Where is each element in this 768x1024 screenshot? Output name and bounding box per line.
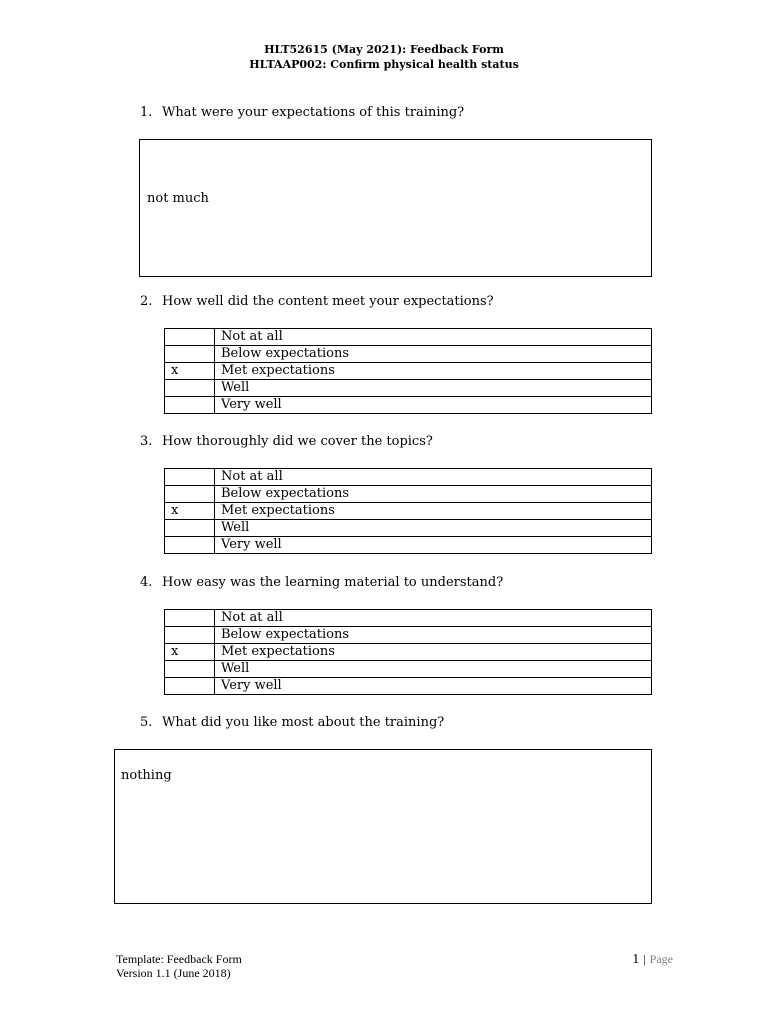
footer-template-info: [116, 952, 242, 980]
rating-mark-cell[interactable]: [165, 627, 215, 644]
table-row: [165, 469, 652, 486]
question-4-text: How easy was the learning material to understand?: [162, 575, 504, 590]
page-separator: |: [643, 952, 646, 966]
rating-option-label: Not at all: [215, 610, 652, 627]
rating-mark-cell[interactable]: [165, 346, 215, 363]
header-title-line2: HLTAAP002: Confirm physical health status: [249, 58, 519, 71]
rating-option-label: Very well: [215, 397, 652, 414]
document-header: [0, 42, 768, 72]
question-4-rating-table: [164, 609, 652, 695]
table-row: [165, 520, 652, 537]
rating-mark-cell[interactable]: [165, 661, 215, 678]
question-5-answer-box[interactable]: [114, 749, 652, 904]
rating-option-label: Well: [215, 661, 652, 678]
table-row: [165, 397, 652, 414]
rating-option-label: Below expectations: [215, 627, 652, 644]
question-5: [140, 715, 444, 731]
rating-mark-cell[interactable]: [165, 610, 215, 627]
question-3-text: How thoroughly did we cover the topics?: [162, 434, 433, 449]
rating-option-label: Below expectations: [215, 346, 652, 363]
table-row: [165, 329, 652, 346]
question-4: [140, 575, 503, 591]
rating-option-label: Very well: [215, 678, 652, 695]
table-row: [165, 644, 652, 661]
question-3-number: 3.: [140, 434, 153, 449]
table-row: [165, 503, 652, 520]
rating-mark-cell[interactable]: [165, 397, 215, 414]
table-row: [165, 346, 652, 363]
rating-mark-cell[interactable]: [165, 469, 215, 486]
table-row: [165, 380, 652, 397]
header-title-line1: HLT52615 (May 2021): Feedback Form: [264, 43, 504, 56]
page-label: Page: [649, 952, 673, 966]
question-1: [140, 105, 464, 121]
footer-template-name: Template: Feedback Form: [116, 952, 242, 966]
rating-option-label: Not at all: [215, 469, 652, 486]
rating-option-label: Very well: [215, 537, 652, 554]
question-2-number: 2.: [140, 294, 153, 309]
page-number: 1: [632, 952, 640, 967]
rating-mark-cell[interactable]: x: [165, 503, 215, 520]
table-row: [165, 610, 652, 627]
question-5-answer: nothing: [121, 768, 172, 783]
rating-option-label: Met expectations: [215, 363, 652, 380]
table-row: [165, 486, 652, 503]
question-3-rating-table: [164, 468, 652, 554]
table-row: [165, 661, 652, 678]
rating-mark-cell[interactable]: [165, 486, 215, 503]
question-2-rating-table: [164, 328, 652, 414]
rating-option-label: Met expectations: [215, 503, 652, 520]
question-2: [140, 294, 494, 310]
rating-mark-cell[interactable]: [165, 678, 215, 695]
rating-option-label: Not at all: [215, 329, 652, 346]
rating-mark-cell[interactable]: [165, 380, 215, 397]
rating-mark-cell[interactable]: x: [165, 644, 215, 661]
table-row: [165, 678, 652, 695]
table-row: [165, 627, 652, 644]
question-5-number: 5.: [140, 715, 153, 730]
question-4-number: 4.: [140, 575, 153, 590]
question-2-text: How well did the content meet your expectations?: [162, 294, 494, 309]
rating-mark-cell[interactable]: x: [165, 363, 215, 380]
rating-option-label: Met expectations: [215, 644, 652, 661]
rating-mark-cell[interactable]: [165, 329, 215, 346]
question-1-text: What were your expectations of this training?: [162, 105, 465, 120]
table-row: [165, 363, 652, 380]
footer-version: Version 1.1 (June 2018): [116, 966, 231, 980]
rating-mark-cell[interactable]: [165, 520, 215, 537]
rating-option-label: Well: [215, 380, 652, 397]
table-row: [165, 537, 652, 554]
rating-option-label: Well: [215, 520, 652, 537]
question-1-answer-box[interactable]: [139, 139, 652, 277]
question-5-text: What did you like most about the training?: [162, 715, 445, 730]
question-3: [140, 434, 433, 450]
question-1-answer: not much: [147, 191, 209, 206]
question-1-number: 1.: [140, 105, 153, 120]
rating-mark-cell[interactable]: [165, 537, 215, 554]
rating-option-label: Below expectations: [215, 486, 652, 503]
footer-page-indicator: [632, 950, 673, 968]
